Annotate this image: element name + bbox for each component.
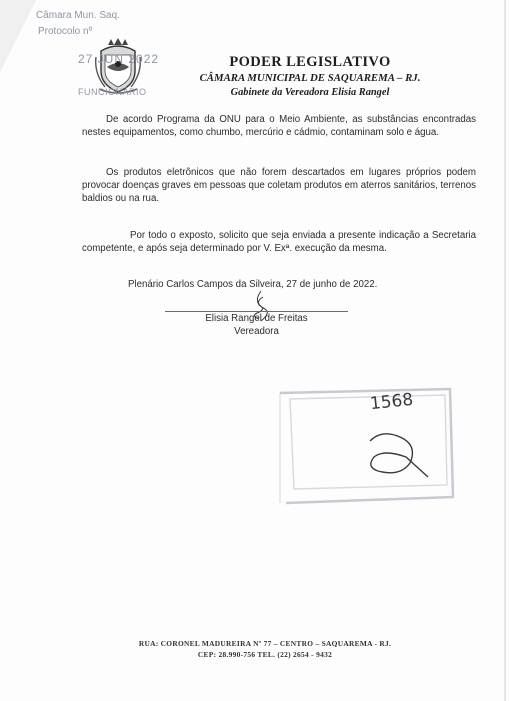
footer-address: RUA: CORONEL MADUREIRA Nº 77 – CENTRO – SAQUAREMA - RJ. — [138, 639, 392, 648]
office-name: Gabinete da Vereadora Elisia Rangel — [230, 87, 390, 98]
signer-name: Elisia Rangel de Freitas — [205, 313, 308, 324]
chamber-name: CÂMARA MUNICIPAL DE SAQUAREMA – RJ. — [199, 72, 421, 84]
stamp-institution: Câmara Mun. Saq. — [36, 10, 120, 21]
body-paragraph-3: Por todo o exposto, solicito que seja enviada a presente indicação a Secretaria competente, e após seja determinado por V. Exª. execução da mesma. — [82, 230, 476, 255]
stamp-clerk-label: FUNCIONÁRIO — [78, 87, 147, 97]
page-title: PODER LEGISLATIVO — [229, 54, 391, 70]
protocol-stamp — [250, 385, 455, 510]
protocol-number: 1568 — [369, 389, 415, 415]
footer-contact: CEP: 28.990-756 TEL. (22) 2654 - 9432 — [197, 650, 333, 659]
page-edge — [504, 0, 506, 701]
signature-line — [165, 311, 348, 312]
signer-role: Vereadora — [234, 326, 279, 337]
folded-corner — [0, 0, 36, 72]
place-date: Plenário Carlos Campos da Silveira, 27 de junho de 2022. — [128, 279, 378, 290]
body-paragraph-1: De acordo Programa da ONU para o Meio Ambiente, as substâncias encontradas nestes equipamentos, como chumbo, mercúrio e cádmio, contaminam solo e água. — [82, 114, 476, 139]
body-paragraph-2: Os produtos eletrônicos que não forem descartados em lugares próprios podem provocar doenças graves em pessoas que coletam produtos em aterros sanitários, terrenos baldios ou na rua. — [82, 167, 476, 205]
stamp-protocol-label: Protocolo nº — [38, 26, 93, 37]
stamp-date: 27 JUN 2022 — [78, 52, 160, 66]
